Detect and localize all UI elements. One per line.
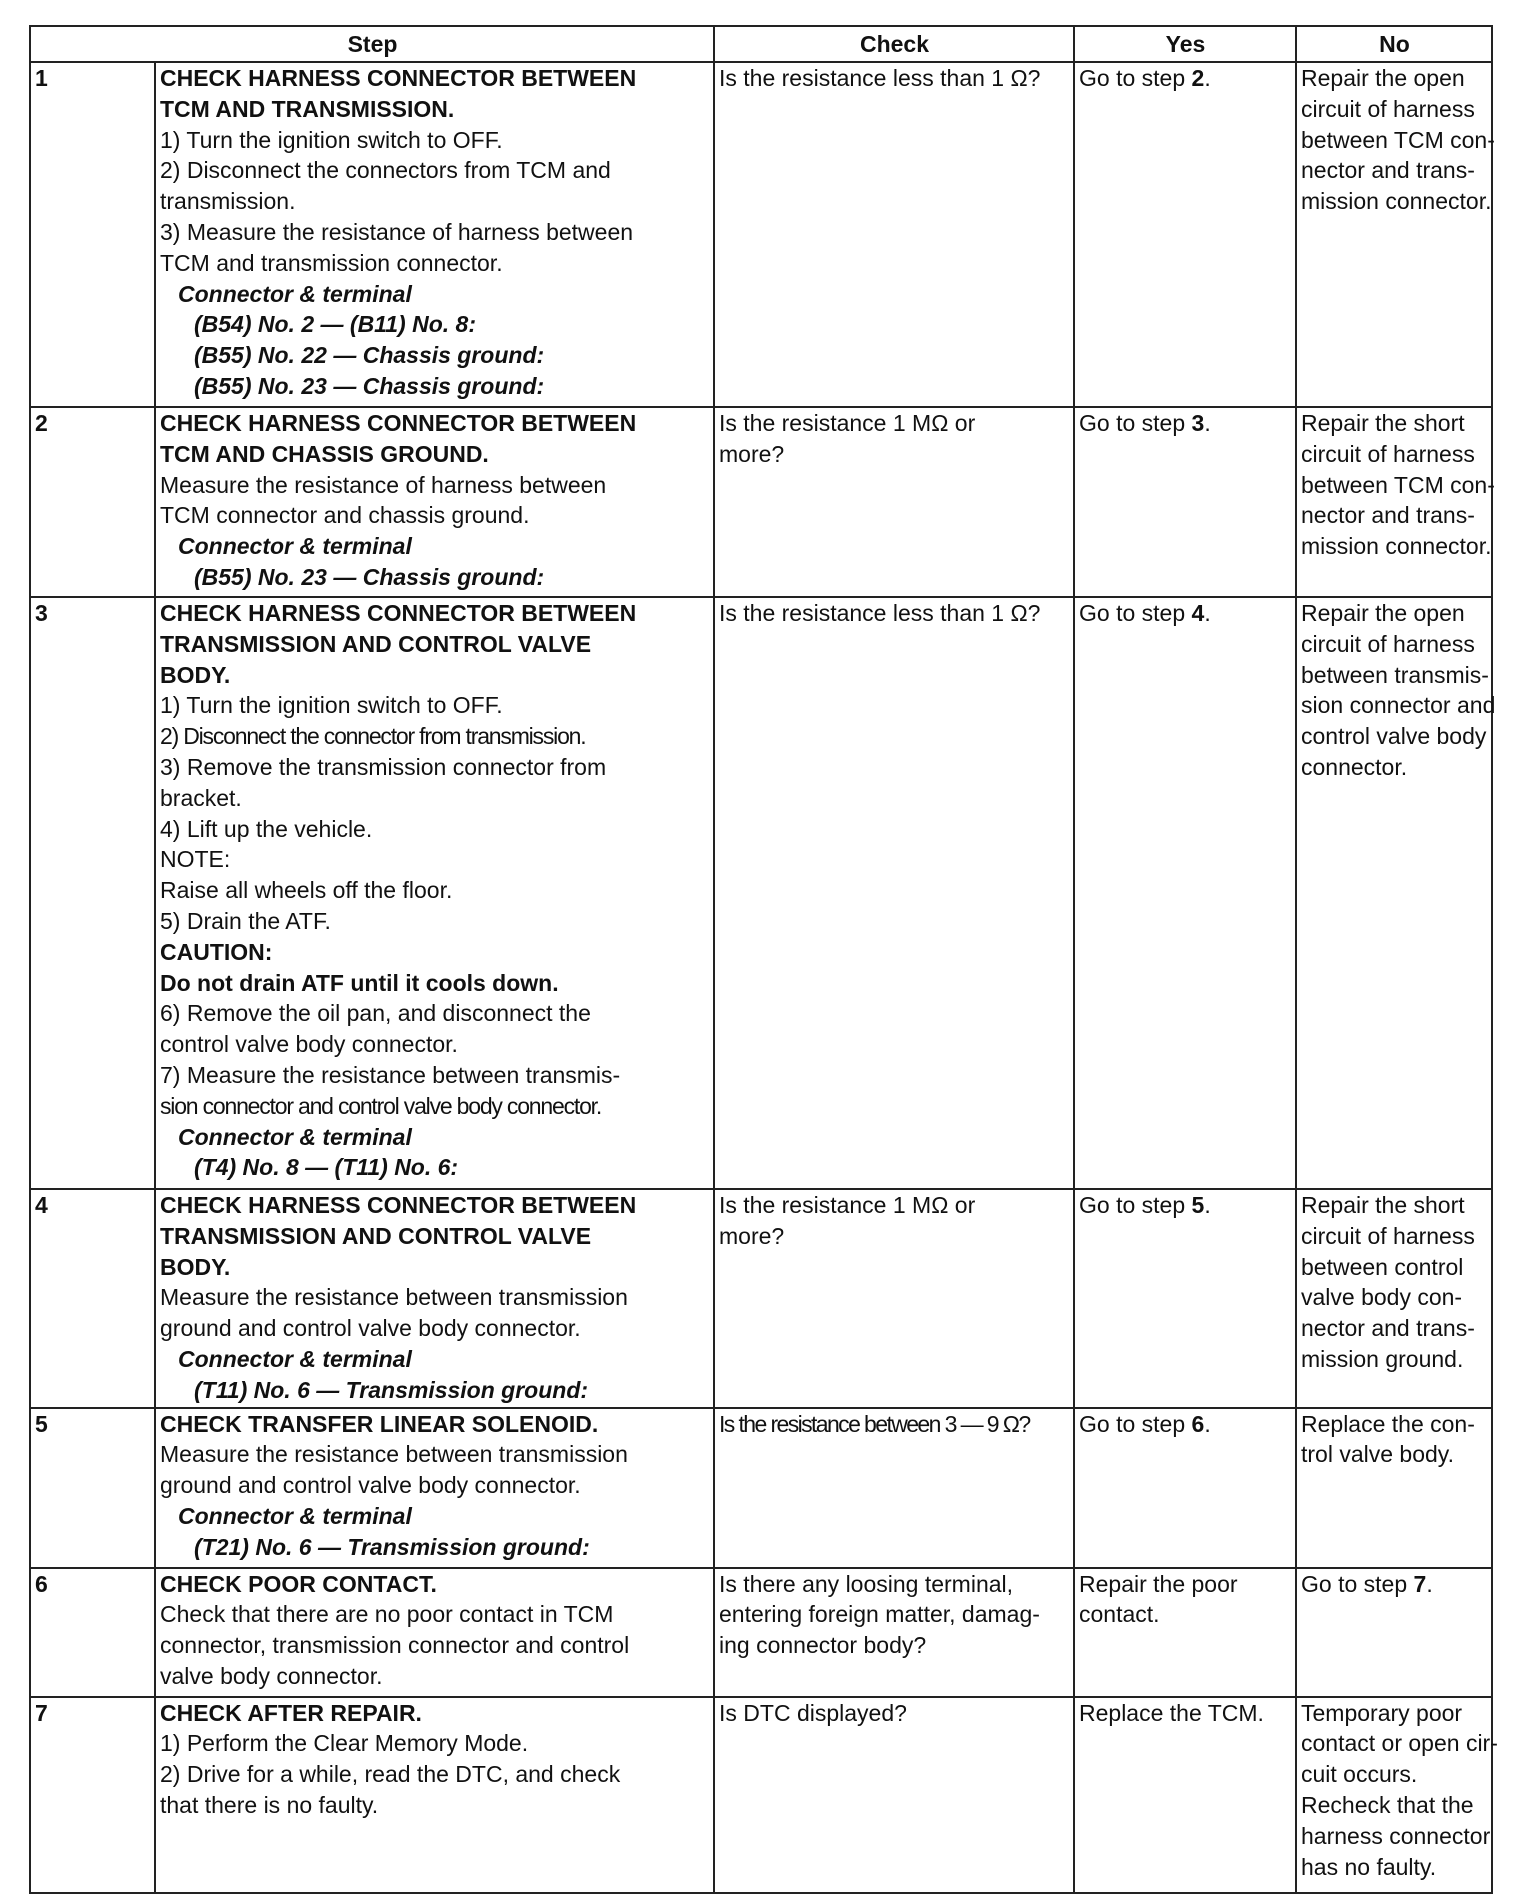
- check-text: Is the resistance between 3 — 9 Ω?: [719, 1410, 1030, 1437]
- check-text: Is the resistance less than 1 Ω?: [719, 600, 1041, 626]
- step-title: TRANSMISSION AND CONTROL VALVE: [160, 1222, 592, 1249]
- header-yes: Yes: [1074, 26, 1296, 62]
- yes-cell: [1074, 407, 1296, 597]
- no-text: mission ground.: [1301, 1345, 1464, 1372]
- step-text: 7) Measure the resistance between transmis-: [160, 1061, 621, 1088]
- step-text: that there is no faulty.: [160, 1791, 379, 1818]
- step-text: bracket.: [160, 784, 242, 811]
- step-description: [155, 1408, 714, 1568]
- no-text: between control: [1301, 1253, 1464, 1280]
- check-cell: [714, 1697, 1074, 1893]
- step-text: control valve body connector.: [160, 1031, 458, 1058]
- no-cell: [1296, 597, 1496, 1189]
- no-text: circuit of harness: [1301, 440, 1475, 467]
- table-row: [30, 407, 1492, 597]
- terminal-value: (B55) No. 23 — Chassis ground:: [194, 563, 545, 590]
- yes-text: [1079, 408, 1292, 439]
- no-text: has no faulty.: [1301, 1853, 1437, 1880]
- no-text: Temporary poor: [1301, 1699, 1463, 1726]
- no-text: between transmis-: [1301, 661, 1489, 688]
- step-text: Check that there are no poor contact in TCM: [160, 1601, 614, 1628]
- step-title: CHECK POOR CONTACT.: [160, 1570, 437, 1597]
- check-text: more?: [719, 1222, 785, 1249]
- step-title: CHECK HARNESS CONNECTOR BETWEEN: [160, 600, 637, 626]
- yes-cell: [1074, 1408, 1296, 1568]
- step-title: CHECK HARNESS CONNECTOR BETWEEN: [160, 1192, 637, 1218]
- yes-text: Replace the TCM.: [1079, 1699, 1264, 1726]
- note-text: Raise all wheels off the floor.: [160, 877, 453, 904]
- no-text: cuit occurs.: [1301, 1761, 1418, 1788]
- step-number: 4: [30, 1189, 155, 1408]
- no-cell: [1296, 1189, 1492, 1408]
- no-cell: [1296, 62, 1495, 407]
- step-text: 3) Measure the resistance of harness between: [160, 218, 634, 245]
- no-text: between TCM con-: [1301, 471, 1495, 498]
- check-text: Is the resistance less than 1 Ω?: [719, 65, 1041, 91]
- step-text: 1) Perform the Clear Memory Mode.: [160, 1730, 529, 1757]
- no-text: Replace the con-: [1301, 1410, 1475, 1437]
- no-text: between TCM con-: [1301, 126, 1495, 153]
- step-text: sion connector and control valve body connector.: [160, 1092, 602, 1119]
- check-cell: [714, 1189, 1074, 1408]
- step-text: TCM connector and chassis ground.: [160, 502, 530, 529]
- yes-cell: [1074, 1697, 1296, 1893]
- no-cell: [1296, 1568, 1492, 1697]
- no-step-ref: 7: [1413, 1570, 1427, 1597]
- step-description: [155, 1697, 714, 1893]
- step-number: 1: [30, 62, 155, 407]
- step-title: CHECK HARNESS CONNECTOR BETWEEN: [160, 65, 637, 91]
- table-row: [30, 1408, 1492, 1568]
- no-text: sion connector and: [1301, 692, 1496, 719]
- step-title: TCM AND TRANSMISSION.: [160, 95, 455, 122]
- connector-terminal-label: Connector & terminal: [178, 1345, 412, 1372]
- no-text: Repair the short: [1301, 410, 1465, 436]
- table-row: [30, 1189, 1492, 1408]
- no-text: mission connector.: [1301, 188, 1492, 215]
- step-description: [155, 1189, 714, 1408]
- step-title: TCM AND CHASSIS GROUND.: [160, 440, 489, 467]
- step-text: transmission.: [160, 188, 296, 215]
- caution-text: Do not drain ATF until it cools down.: [160, 969, 559, 996]
- diagnostic-table: [29, 25, 1498, 1894]
- no-suffix: .: [1426, 1570, 1433, 1597]
- no-text: circuit of harness: [1301, 1222, 1475, 1249]
- no-text: Repair the open: [1301, 600, 1465, 626]
- step-text: 5) Drain the ATF.: [160, 907, 331, 934]
- step-text: TCM and transmission connector.: [160, 249, 503, 276]
- yes-cell: [1074, 62, 1296, 407]
- step-text: Measure the resistance between transmission: [160, 1284, 628, 1311]
- header-check: Check: [714, 26, 1074, 62]
- yes-step-ref: 2: [1191, 65, 1205, 91]
- no-text: nector and trans-: [1301, 157, 1475, 184]
- step-title: BODY.: [160, 1253, 231, 1280]
- check-text: more?: [719, 440, 785, 467]
- check-text: Is DTC displayed?: [719, 1699, 907, 1726]
- check-text: Is there any loosing terminal,: [719, 1570, 1014, 1597]
- table-row: [30, 597, 1492, 1189]
- step-text: Measure the resistance of harness between: [160, 471, 607, 498]
- no-text: control valve body: [1301, 723, 1487, 750]
- header-no: No: [1296, 26, 1492, 62]
- terminal-value: (T21) No. 6 — Transmission ground:: [194, 1533, 590, 1560]
- step-number: 2: [30, 407, 155, 597]
- step-number: 3: [30, 597, 155, 1189]
- yes-text: Repair the poor: [1079, 1570, 1238, 1597]
- yes-suffix: .: [1204, 65, 1211, 91]
- connector-terminal-label: Connector & terminal: [178, 533, 412, 560]
- check-cell: [714, 597, 1074, 1189]
- step-title: CHECK TRANSFER LINEAR SOLENOID.: [160, 1410, 599, 1437]
- yes-prefix: Go to step: [1079, 410, 1192, 436]
- terminal-value: (B55) No. 23 — Chassis ground:: [194, 372, 545, 399]
- step-text: ground and control valve body connector.: [160, 1472, 581, 1499]
- step-number: 7: [30, 1697, 155, 1893]
- yes-step-ref: 3: [1191, 410, 1205, 436]
- no-text: Repair the open: [1301, 65, 1465, 91]
- no-text: mission connector.: [1301, 533, 1492, 560]
- no-text: valve body con-: [1301, 1284, 1463, 1311]
- yes-text: [1079, 598, 1292, 629]
- no-cell: [1296, 1408, 1492, 1568]
- check-text: Is the resistance 1 MΩ or: [719, 1192, 976, 1218]
- yes-suffix: .: [1204, 1192, 1211, 1218]
- terminal-value: (B55) No. 22 — Chassis ground:: [194, 342, 545, 369]
- yes-text: [1079, 1409, 1292, 1440]
- connector-terminal-label: Connector & terminal: [178, 280, 412, 307]
- yes-prefix: Go to step: [1079, 600, 1192, 626]
- note-label: NOTE:: [160, 846, 231, 873]
- table-row: [30, 62, 1492, 407]
- table-row: [30, 1697, 1492, 1893]
- step-text: valve body connector.: [160, 1662, 383, 1689]
- step-text: 1) Turn the ignition switch to OFF.: [160, 126, 503, 153]
- step-description: [155, 1568, 714, 1697]
- step-text: ground and control valve body connector.: [160, 1315, 581, 1342]
- yes-cell: [1074, 1568, 1296, 1697]
- no-text: Repair the short: [1301, 1192, 1465, 1218]
- step-text: 2) Disconnect the connectors from TCM and: [160, 157, 611, 184]
- yes-prefix: Go to step: [1079, 1192, 1192, 1218]
- check-text: Is the resistance 1 MΩ or: [719, 410, 976, 436]
- no-cell: [1296, 1697, 1498, 1893]
- step-title: CHECK AFTER REPAIR.: [160, 1699, 422, 1726]
- table-row: [30, 1568, 1492, 1697]
- step-description: [155, 597, 714, 1189]
- no-text: harness connector: [1301, 1822, 1491, 1849]
- connector-terminal-label: Connector & terminal: [178, 1123, 412, 1150]
- step-text: connector, transmission connector and control: [160, 1632, 630, 1659]
- step-text: 4) Lift up the vehicle.: [160, 815, 373, 842]
- no-text: [1301, 1569, 1488, 1600]
- yes-cell: [1074, 1189, 1296, 1408]
- check-text: ing connector body?: [719, 1632, 927, 1659]
- step-text: 6) Remove the oil pan, and disconnect the: [160, 1000, 591, 1027]
- step-description: [155, 407, 714, 597]
- no-prefix: Go to step: [1301, 1570, 1414, 1597]
- terminal-value: (T4) No. 8 — (T11) No. 6:: [194, 1154, 459, 1181]
- no-text: trol valve body.: [1301, 1441, 1454, 1468]
- step-title: CHECK HARNESS CONNECTOR BETWEEN: [160, 410, 637, 436]
- no-text: nector and trans-: [1301, 1315, 1475, 1342]
- check-cell: [714, 407, 1074, 597]
- yes-text: [1079, 63, 1292, 94]
- no-text: Recheck that the: [1301, 1791, 1474, 1818]
- no-text: circuit of harness: [1301, 630, 1475, 657]
- step-text: Measure the resistance between transmission: [160, 1441, 628, 1468]
- no-text: connector.: [1301, 753, 1408, 780]
- no-text: nector and trans-: [1301, 502, 1475, 529]
- header-row: [30, 26, 1492, 62]
- step-number: 5: [30, 1408, 155, 1568]
- yes-text: contact.: [1079, 1601, 1160, 1628]
- step-text: 1) Turn the ignition switch to OFF.: [160, 692, 503, 719]
- yes-cell: [1074, 597, 1296, 1189]
- yes-suffix: .: [1204, 600, 1211, 626]
- terminal-value: (B54) No. 2 — (B11) No. 8:: [194, 311, 476, 338]
- yes-step-ref: 5: [1191, 1192, 1205, 1218]
- step-text: 2) Drive for a while, read the DTC, and check: [160, 1761, 621, 1788]
- check-cell: [714, 1568, 1074, 1697]
- connector-terminal-label: Connector & terminal: [178, 1502, 412, 1529]
- no-cell: [1296, 407, 1495, 597]
- yes-suffix: .: [1204, 410, 1211, 436]
- terminal-value: (T11) No. 6 — Transmission ground:: [194, 1376, 589, 1403]
- yes-prefix: Go to step: [1079, 65, 1192, 91]
- no-text: contact or open cir-: [1301, 1730, 1498, 1757]
- step-text: 2) Disconnect the connector from transmission.: [160, 723, 586, 750]
- step-number: 6: [30, 1568, 155, 1697]
- yes-text: [1079, 1190, 1292, 1221]
- caution-label: CAUTION:: [160, 938, 273, 965]
- check-cell: [714, 62, 1074, 407]
- header-step: Step: [30, 26, 714, 62]
- no-text: circuit of harness: [1301, 95, 1475, 122]
- check-cell: [714, 1408, 1074, 1568]
- yes-step-ref: 6: [1191, 1410, 1205, 1437]
- yes-suffix: .: [1204, 1410, 1211, 1437]
- yes-prefix: Go to step: [1079, 1410, 1192, 1437]
- step-text: 3) Remove the transmission connector from: [160, 753, 607, 780]
- check-text: entering foreign matter, damag-: [719, 1601, 1040, 1628]
- yes-step-ref: 4: [1191, 600, 1205, 626]
- step-description: [155, 62, 714, 407]
- step-title: BODY.: [160, 661, 231, 688]
- step-title: TRANSMISSION AND CONTROL VALVE: [160, 630, 592, 657]
